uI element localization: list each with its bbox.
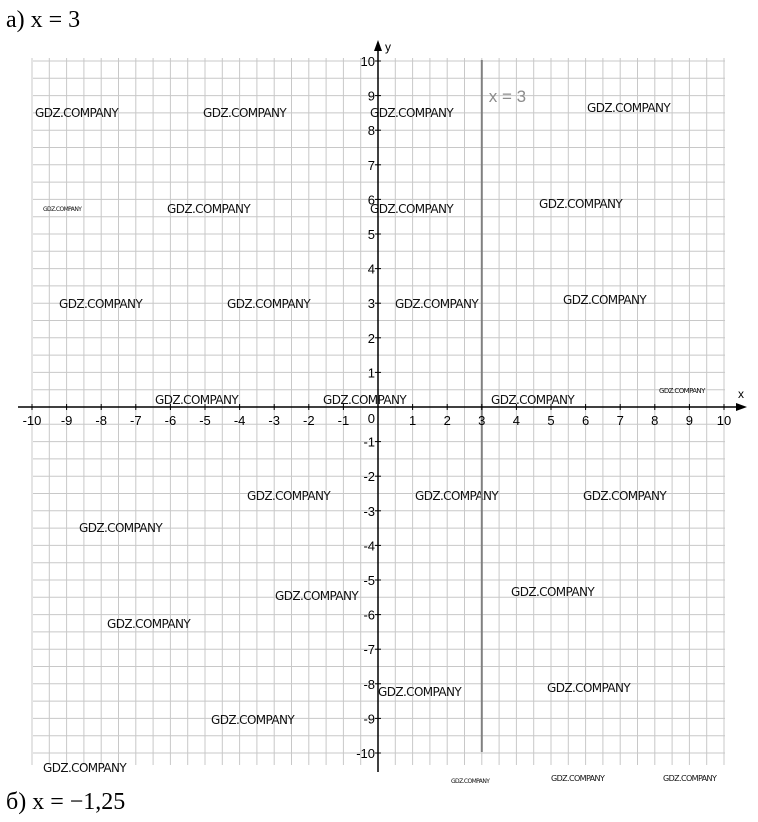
- x-tick-label: -1: [337, 413, 350, 428]
- x-tick-label: 7: [616, 413, 624, 428]
- x-tick-label: -4: [233, 413, 246, 428]
- x-axis-arrow: [736, 403, 747, 411]
- y-tick-label: -8: [363, 676, 375, 692]
- x-tick-label: -2: [303, 413, 315, 428]
- watermark-text: GDZ.COMPANY: [79, 521, 163, 535]
- watermark-text: GDZ.COMPANY: [107, 617, 191, 631]
- y-tick-label: -7: [363, 642, 375, 658]
- y-tick-label: 10: [360, 54, 375, 69]
- watermark-text: GDZ.COMPANY: [370, 106, 454, 120]
- x-tick-label: -3: [268, 413, 280, 428]
- watermark-text: GDZ.COMPANY: [378, 685, 462, 699]
- watermark-text: GDZ.COMPANY: [415, 489, 499, 503]
- x-tick-label: 6: [581, 413, 590, 428]
- y-tick-label: -6: [363, 607, 375, 623]
- watermark-text: GDZ.COMPANY: [35, 106, 119, 120]
- y-tick-label: 6: [367, 192, 375, 208]
- y-tick-label: 2: [367, 330, 375, 346]
- y-tick-label: 4: [367, 261, 375, 277]
- watermark-text: GDZ.COMPANY: [451, 778, 490, 785]
- caption-part-a: а) x = 3: [6, 7, 81, 33]
- watermark-text: GDZ.COMPANY: [275, 589, 359, 603]
- caption-part-b: б) x = −1,25: [6, 789, 126, 815]
- watermark-text: GDZ.COMPANY: [539, 197, 623, 211]
- y-tick-label: -2: [363, 469, 375, 485]
- x-tick-label: 9: [685, 413, 694, 428]
- x-tick-label: 8: [651, 413, 659, 428]
- watermark-text: GDZ.COMPANY: [323, 393, 407, 407]
- watermark-text: GDZ.COMPANY: [43, 761, 127, 775]
- vertical-line-label: x = 3: [488, 87, 527, 106]
- x-axis-label: x: [738, 387, 744, 401]
- watermark-text: GDZ.COMPANY: [511, 585, 595, 599]
- x-tick-label: -9: [60, 413, 73, 428]
- y-tick-label: 1: [367, 365, 375, 381]
- watermark-text: GDZ.COMPANY: [167, 202, 251, 216]
- watermark-text: GDZ.COMPANY: [491, 393, 575, 407]
- y-tick-label: -10: [356, 746, 375, 761]
- x-tick-label: -10: [22, 413, 42, 428]
- origin-label: 0: [367, 411, 375, 426]
- y-tick-label: 8: [367, 123, 375, 139]
- x-tick-label: -6: [164, 413, 177, 428]
- y-tick-label: -5: [363, 573, 375, 588]
- watermark-text: GDZ.COMPANY: [663, 774, 717, 783]
- y-tick-label: -4: [363, 538, 375, 554]
- watermark-text: GDZ.COMPANY: [155, 393, 239, 407]
- watermark-text: GDZ.COMPANY: [59, 297, 143, 311]
- watermark-text: GDZ.COMPANY: [395, 297, 479, 311]
- y-tick-label: 5: [367, 227, 375, 242]
- x-tick-label: 5: [547, 413, 555, 428]
- watermark-text: GDZ.COMPANY: [659, 387, 705, 395]
- watermark-text: GDZ.COMPANY: [551, 774, 605, 783]
- watermark-text: GDZ.COMPANY: [547, 681, 631, 695]
- y-axis-arrow: [374, 40, 382, 51]
- y-tick-label: 3: [367, 296, 375, 312]
- x-tick-label: 2: [443, 413, 451, 428]
- x-tick-label: -5: [199, 413, 211, 428]
- y-tick-label: -1: [363, 434, 375, 450]
- watermark-text: GDZ.COMPANY: [370, 202, 454, 216]
- y-tick-label: -3: [363, 503, 375, 519]
- x-tick-label: 1: [408, 413, 417, 428]
- watermark-text: GDZ.COMPANY: [43, 206, 82, 213]
- watermark-text: GDZ.COMPANY: [203, 106, 287, 120]
- x-tick-label: 10: [716, 413, 732, 428]
- y-axis-label: y: [385, 40, 391, 54]
- watermark-text: GDZ.COMPANY: [247, 489, 331, 503]
- watermark-text: GDZ.COMPANY: [583, 489, 667, 503]
- watermarks: [35, 101, 717, 785]
- x-tick-label: 4: [512, 413, 521, 428]
- y-tick-label: -9: [363, 711, 375, 727]
- x-tick-label: -7: [130, 413, 142, 428]
- x-tick-label: -8: [95, 413, 107, 428]
- x-tick-label: 3: [478, 413, 486, 428]
- watermark-text: GDZ.COMPANY: [227, 297, 311, 311]
- y-tick-label: 7: [367, 157, 375, 173]
- watermark-text: GDZ.COMPANY: [211, 713, 295, 727]
- watermark-text: GDZ.COMPANY: [587, 101, 671, 115]
- watermark-text: GDZ.COMPANY: [563, 293, 647, 307]
- y-tick-label: 9: [367, 88, 375, 104]
